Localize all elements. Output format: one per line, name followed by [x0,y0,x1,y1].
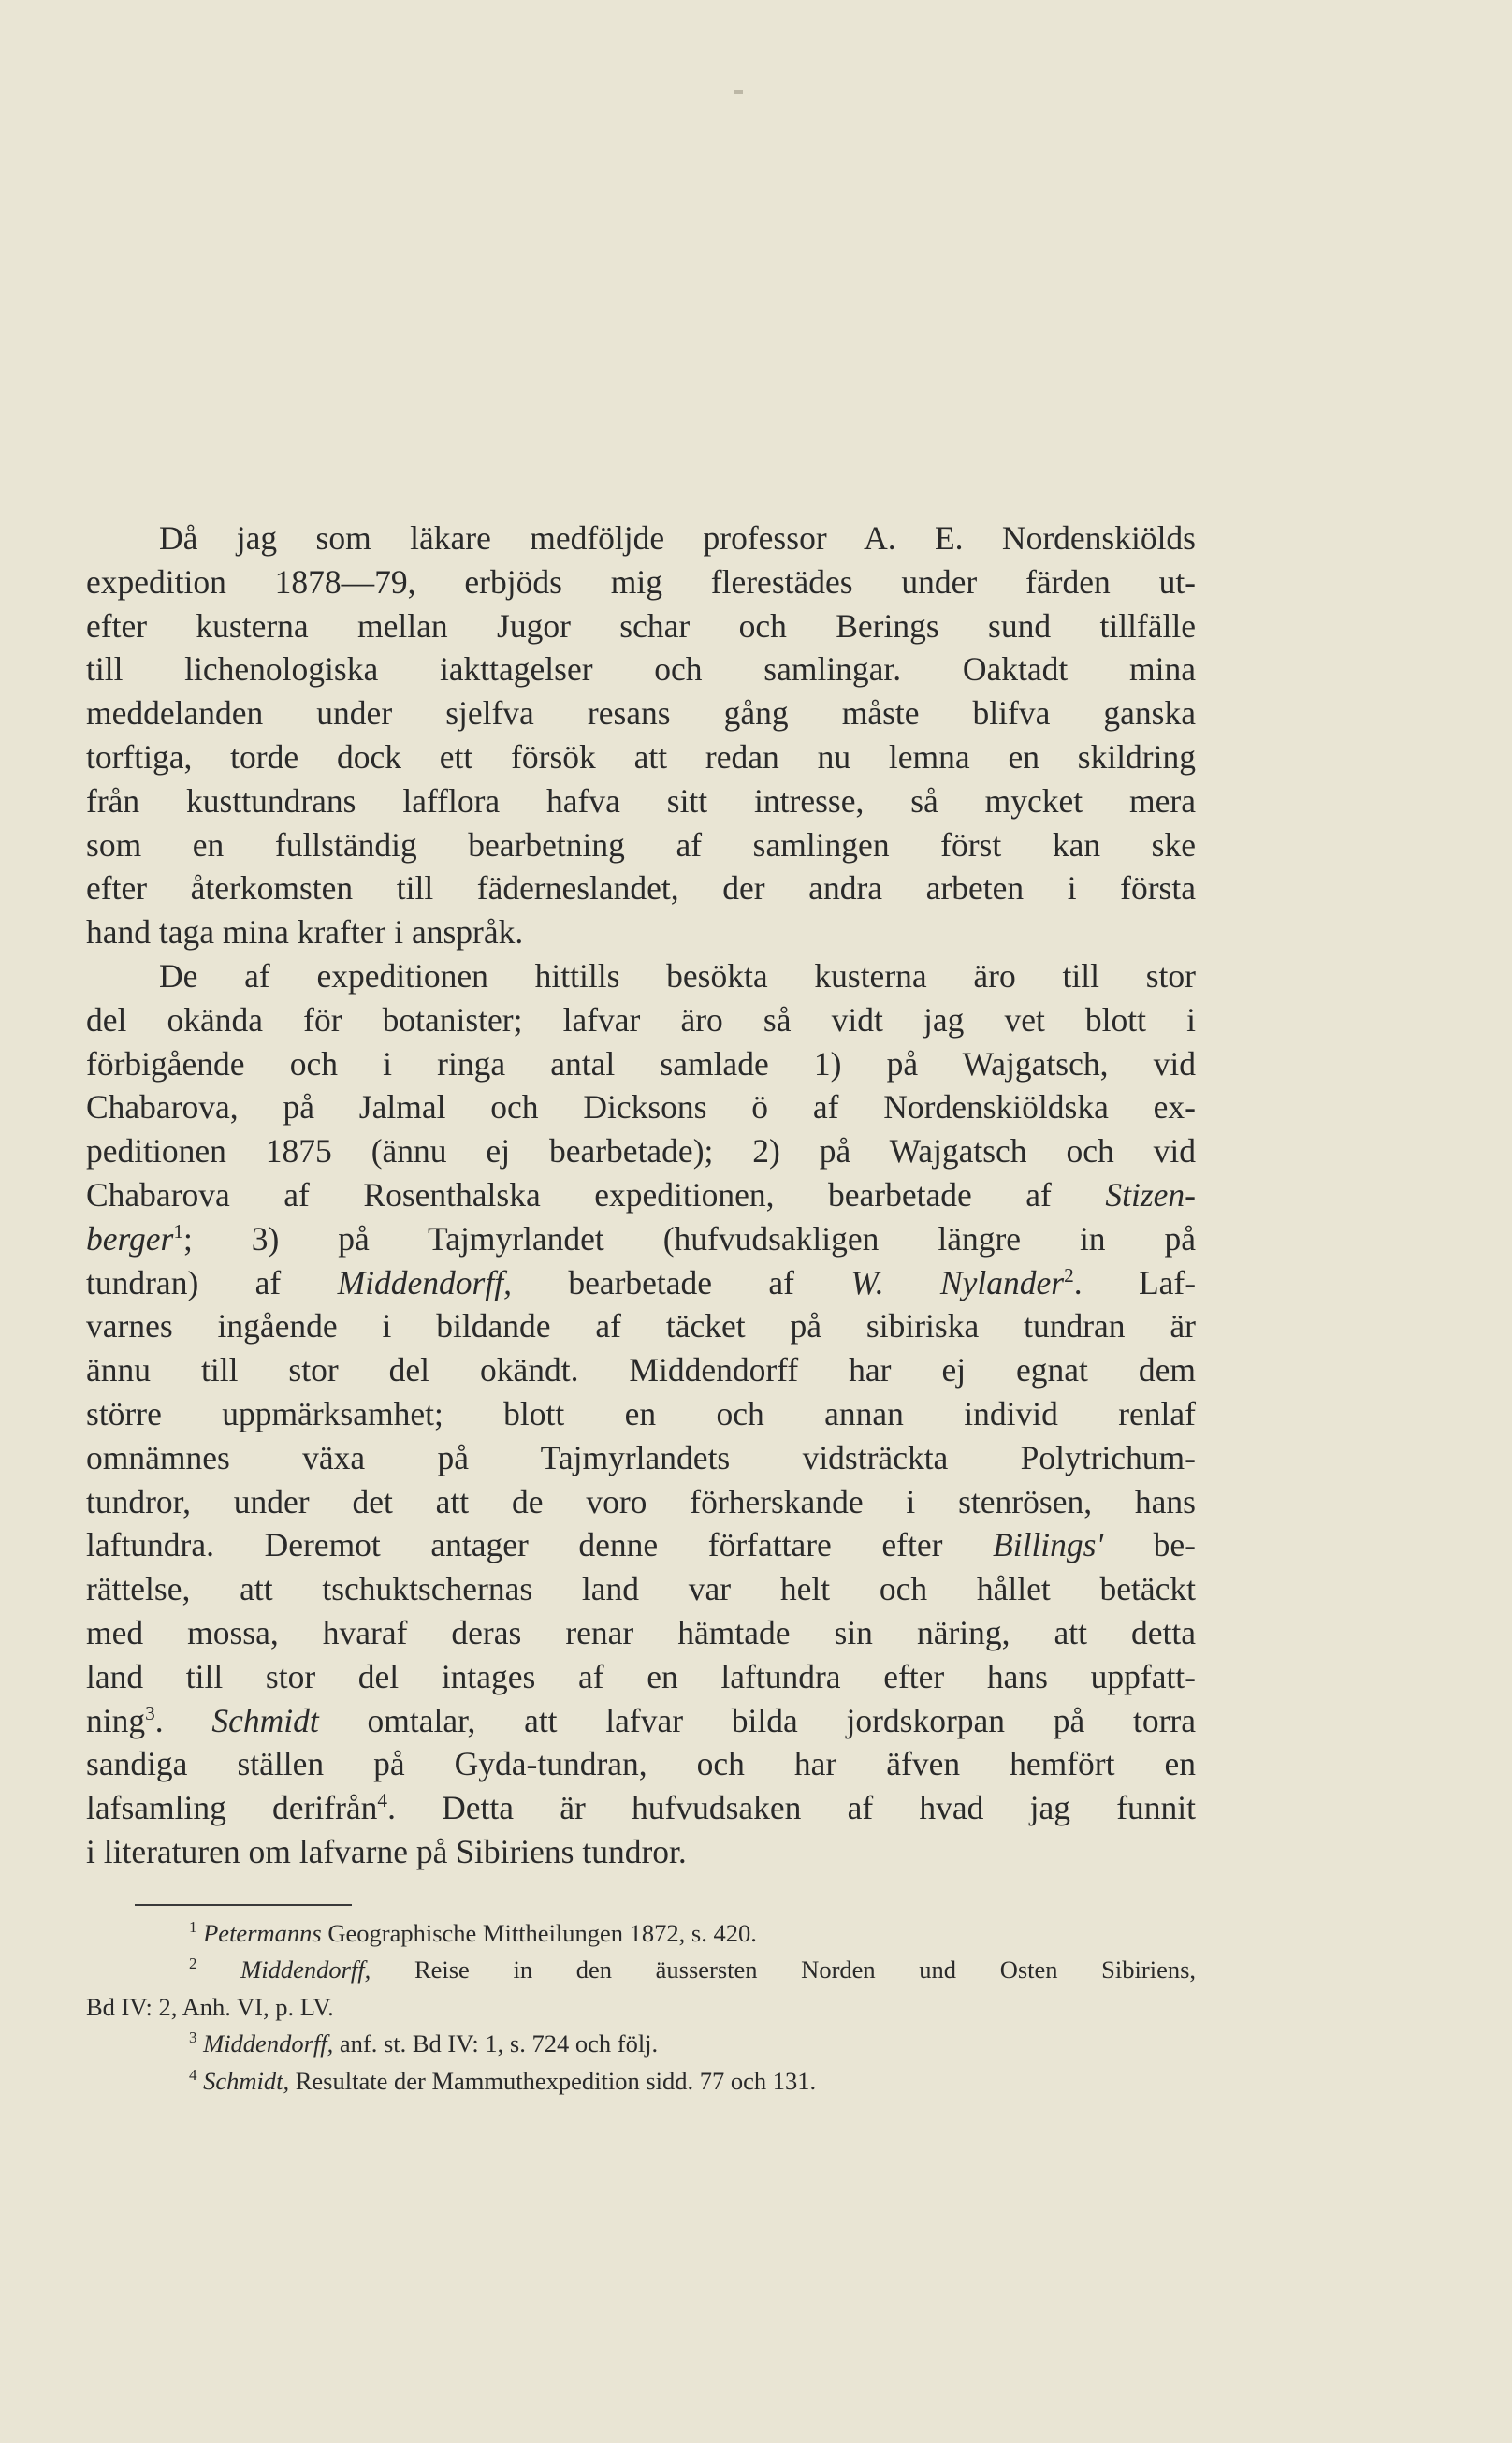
footnote-author: Middendorff, [240,1956,371,1985]
text-run: lafsamling derifrån [86,1789,378,1827]
text-run: bearbetade af [568,1263,794,1301]
footnote-number: 3 [189,2029,197,2047]
footnote-number: 2 [189,1955,197,1973]
text-line: från kusttundrans lafflora hafva sitt intresse, så mycket mera [86,781,1196,820]
footnote-text: Resultate der Mammuthexpedition sidd. 77 och 131. [295,2066,817,2095]
paragraph-1 [86,516,1196,954]
text-run: . [154,1701,164,1739]
text-line: tundror, under det att de voro förherskande i stenrösen, hans [86,1482,1196,1520]
footnote-ref: 4 [377,1789,388,1812]
text-line: som en fullständig bearbetning af samlingen först kan ske [86,825,1196,864]
footnote-ref: 2 [1064,1263,1074,1287]
footnote-author: Petermanns [203,1918,322,1947]
text-line [86,1261,1196,1305]
footnote-text: Reise in den äussersten Norden und Osten Sibiriens, [414,1956,1197,1985]
footnote-continuation: Bd IV: 2, Anh. VI, p. LV. [86,1992,334,2021]
text-line [86,1217,1196,1261]
footnote-number: 1 [189,1917,197,1936]
footnote-author: Middendorff, [203,2029,334,2058]
text-line: med mossa, hvaraf deras renar hämtade sin näring, att detta [86,1613,1196,1651]
text-line: ännu till stor del okändt. Middendorff har ej egnat dem [86,1351,1196,1389]
footnote-divider [135,1904,352,1906]
text-line: sandiga ställen på Gyda-tundran, och har äfven hemfört en [86,1745,1196,1783]
text-line: land till stor del intages af en laftundra efter hans uppfatt- [86,1657,1196,1695]
text-line: varnes ingående i bildande af täcket på sibiriska tundran är [86,1307,1196,1345]
text-line: Chabarova, på Jalmal och Dicksons ö af Nordenskiöldska ex- [86,1088,1196,1127]
footnote-ref: 3 [145,1701,155,1724]
text-line: förbigående och i ringa antal samlade 1) på Wajgatsch, vid [86,1044,1196,1083]
text-line: torftiga, torde dock ett försök att redan nu lemna en skildring [86,737,1196,776]
page-speck [734,90,743,94]
text-run: ning [86,1701,146,1739]
text-line: omnämnes växa på Tajmyrlandets vidsträckta Polytrichum- [86,1438,1196,1476]
footnote-author: Schmidt, [203,2066,290,2095]
text-line: större uppmärksamhet; blott en och annan individ renlaf [86,1394,1196,1432]
footnote [86,2026,1196,2063]
paragraph-2 [86,954,1196,1874]
author-name: W. Nylander [850,1263,1065,1301]
author-name: berger [86,1219,174,1258]
text-line [86,1173,1196,1217]
footnote-text: anf. st. Bd IV: 1, s. 724 och följ. [339,2029,659,2058]
text-line: De af expeditionen hittills besökta kusterna äro till stor [159,956,1196,995]
text-run: be- [1153,1526,1197,1564]
footnote [86,1952,1196,1989]
text-line [86,1523,1196,1567]
text-line: till lichenologiska iakttagelser och samlingar. Oaktadt mina [86,650,1196,689]
text-line: rättelse, att tschuktschernas land var helt och hållet betäckt [86,1570,1196,1608]
footnote-text: Geographische Mittheilungen 1872, s. 420. [327,1918,757,1947]
author-name: Billings' [993,1526,1104,1564]
text-line [86,1699,1196,1743]
text-line: expedition 1878—79, erbjöds mig flerestädes under färden ut- [86,562,1196,601]
text-run: . Laf- [1073,1263,1197,1301]
page-body [86,516,1196,2100]
text-line [86,1786,1196,1830]
footnote-number: 4 [189,2065,197,2084]
text-run: laftundra. Deremot antager denne författare efter [86,1526,943,1564]
author-name: Stizen- [1105,1175,1196,1214]
text-line: i literaturen om lafvarne på Sibiriens tundror. [86,1832,687,1870]
footnote [86,2063,1196,2101]
text-line: peditionen 1875 (ännu ej bearbetade); 2) på Wajgatsch och vid [86,1132,1196,1171]
footnotes [86,1915,1196,2101]
author-name: Schmidt [211,1701,319,1739]
text-line: del okända för botanister; lafvar äro så vidt jag vet blott i [86,1000,1196,1039]
text-run: Chabarova af Rosenthalska expeditionen, bearbetade af [86,1175,1052,1214]
text-line: meddelanden under sjelfva resans gång måste blifva ganska [86,694,1196,733]
text-run: . Detta är hufvudsaken af hvad jag funnit [387,1789,1196,1827]
text-run: omtalar, att lafvar bilda jordskorpan på torra [367,1701,1196,1739]
footnote-ref: 1 [173,1219,183,1243]
text-line: hand taga mina krafter i anspråk. [86,913,524,952]
text-line: efter återkomsten till fäderneslandet, der andra arbeten i första [86,869,1196,908]
footnote [86,1915,1196,1953]
author-name: Middendorff, [337,1263,512,1301]
text-run: tundran) af [86,1263,282,1301]
text-line: Då jag som läkare medföljde professor A. E. Nordenskiölds [159,519,1196,557]
text-run: ; 3) på Tajmyrlandet (hufvudsakligen längre in på [182,1219,1196,1258]
text-line: efter kusterna mellan Jugor schar och Berings sund tillfälle [86,606,1196,645]
